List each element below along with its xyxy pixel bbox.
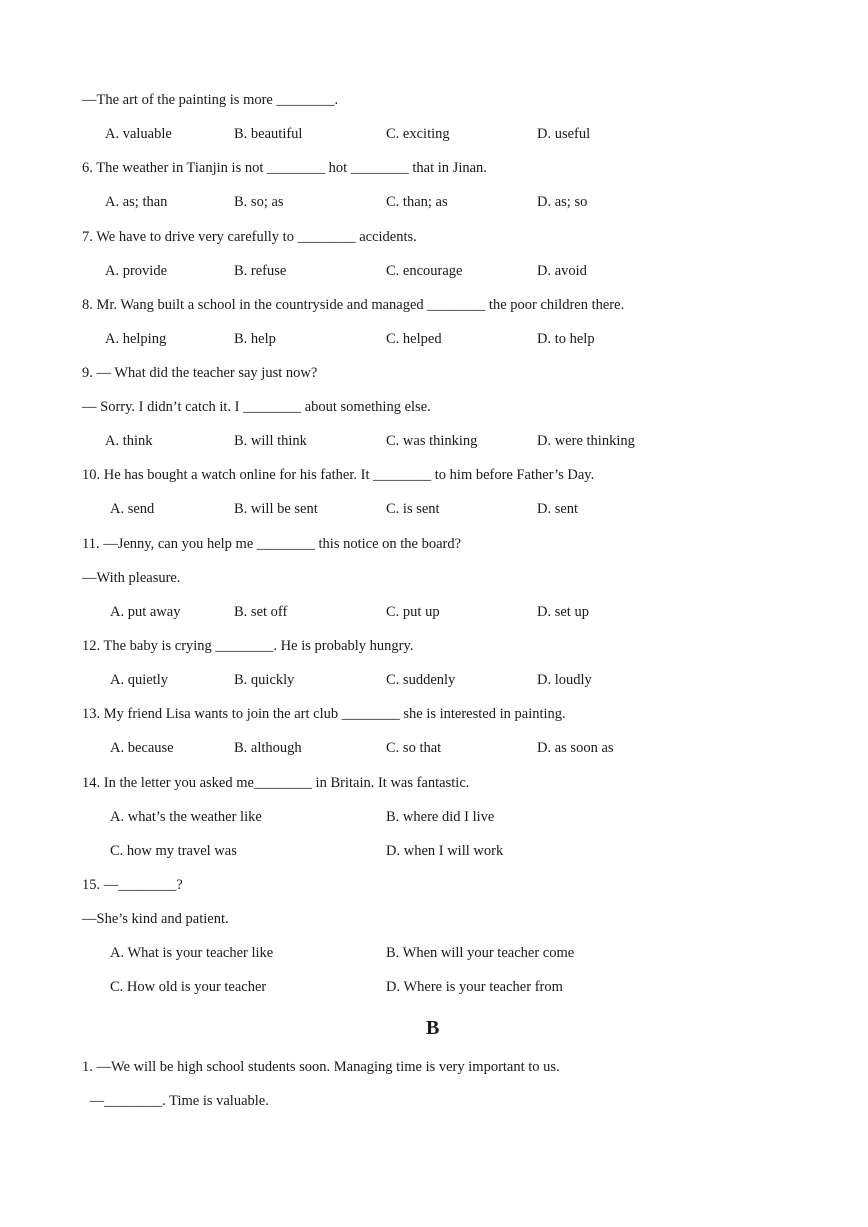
question-7-stem: 7. We have to drive very carefully to ________ accidents. — [82, 229, 417, 245]
question-15-option-a: A. What is your teacher like — [110, 945, 274, 961]
question-8-option-b: B. help — [234, 331, 276, 347]
question-14-stem: 14. In the letter you asked me________ in Britain. It was fantastic. — [82, 775, 470, 791]
question-12-option-c: C. suddenly — [386, 672, 456, 688]
question-14-option-c: C. how my travel was — [110, 843, 237, 859]
question-9-option-d: D. were thinking — [537, 433, 635, 449]
question-15-stem: 15. —________? — [82, 877, 183, 893]
question-5-option-b: B. beautiful — [234, 126, 303, 142]
question-14-option-d: D. when I will work — [386, 843, 504, 859]
question-13-option-d: D. as soon as — [537, 740, 614, 756]
question-8-option-a: A. helping — [105, 331, 167, 347]
question-13-option-a: A. because — [110, 740, 174, 756]
question-5-option-a: A. valuable — [105, 126, 172, 142]
question-10-option-c: C. is sent — [386, 501, 440, 517]
question-7-option-b: B. refuse — [234, 263, 287, 279]
question-11-option-a: A. put away — [110, 604, 181, 620]
question-15-reply: —She’s kind and patient. — [82, 911, 229, 927]
question-7-option-a: A. provide — [105, 263, 168, 279]
question-11-stem: 11. —Jenny, can you help me ________ this notice on the board? — [82, 536, 462, 552]
question-12-option-a: A. quietly — [110, 672, 168, 688]
question-6-option-a: A. as; than — [105, 194, 168, 210]
question-6-option-c: C. than; as — [386, 194, 448, 210]
question-10-option-d: D. sent — [537, 501, 579, 517]
question-12-option-b: B. quickly — [234, 672, 295, 688]
question-8-option-d: D. to help — [537, 331, 595, 347]
question-13-stem: 13. My friend Lisa wants to join the art club ________ she is interested in painting. — [82, 706, 566, 722]
question-11-option-c: C. put up — [386, 604, 440, 620]
question-10-option-a: A. send — [110, 501, 155, 517]
question-14-option-b: B. where did I live — [386, 809, 495, 825]
question-15-option-b: B. When will your teacher come — [386, 945, 575, 961]
question-14-option-a: A. what’s the weather like — [110, 809, 262, 825]
section-b-heading: B — [426, 1017, 440, 1039]
question-15-option-d: D. Where is your teacher from — [386, 979, 563, 995]
question-6-option-d: D. as; so — [537, 194, 588, 210]
question-13-option-b: B. although — [234, 740, 302, 756]
section-b-question-1-stem: 1. —We will be high school students soon. Managing time is very important to us. — [82, 1059, 560, 1075]
question-5-option-c: C. exciting — [386, 126, 450, 142]
question-9-option-b: B. will think — [234, 433, 307, 449]
question-6-stem: 6. The weather in Tianjin is not ________ hot ________ that in Jinan. — [82, 160, 487, 176]
question-9-stem: 9. — What did the teacher say just now? — [82, 365, 318, 381]
question-12-stem: 12. The baby is crying ________. He is probably hungry. — [82, 638, 414, 654]
question-11-option-b: B. set off — [234, 604, 288, 620]
question-11-option-d: D. set up — [537, 604, 589, 620]
section-b-question-1-reply: —________. Time is valuable. — [86, 1093, 269, 1109]
question-13-option-c: C. so that — [386, 740, 442, 756]
question-9-reply: — Sorry. I didn’t catch it. I ________ about something else. — [82, 399, 431, 415]
question-9-option-a: A. think — [105, 433, 153, 449]
question-8-stem: 8. Mr. Wang built a school in the countryside and managed ________ the poor children there. — [82, 297, 625, 313]
question-5-reply: —The art of the painting is more ________. — [82, 92, 339, 108]
question-10-option-b: B. will be sent — [234, 501, 318, 517]
question-10-stem: 10. He has bought a watch online for his father. It ________ to him before Father’s Day. — [82, 467, 595, 483]
question-6-option-b: B. so; as — [234, 194, 284, 210]
question-7-option-c: C. encourage — [386, 263, 463, 279]
question-15-option-c: C. How old is your teacher — [110, 979, 267, 995]
question-11-reply: —With pleasure. — [82, 570, 181, 586]
question-7-option-d: D. avoid — [537, 263, 587, 279]
question-12-option-d: D. loudly — [537, 672, 592, 688]
question-8-option-c: C. helped — [386, 331, 442, 347]
question-5-option-d: D. useful — [537, 126, 591, 142]
question-9-option-c: C. was thinking — [386, 433, 478, 449]
